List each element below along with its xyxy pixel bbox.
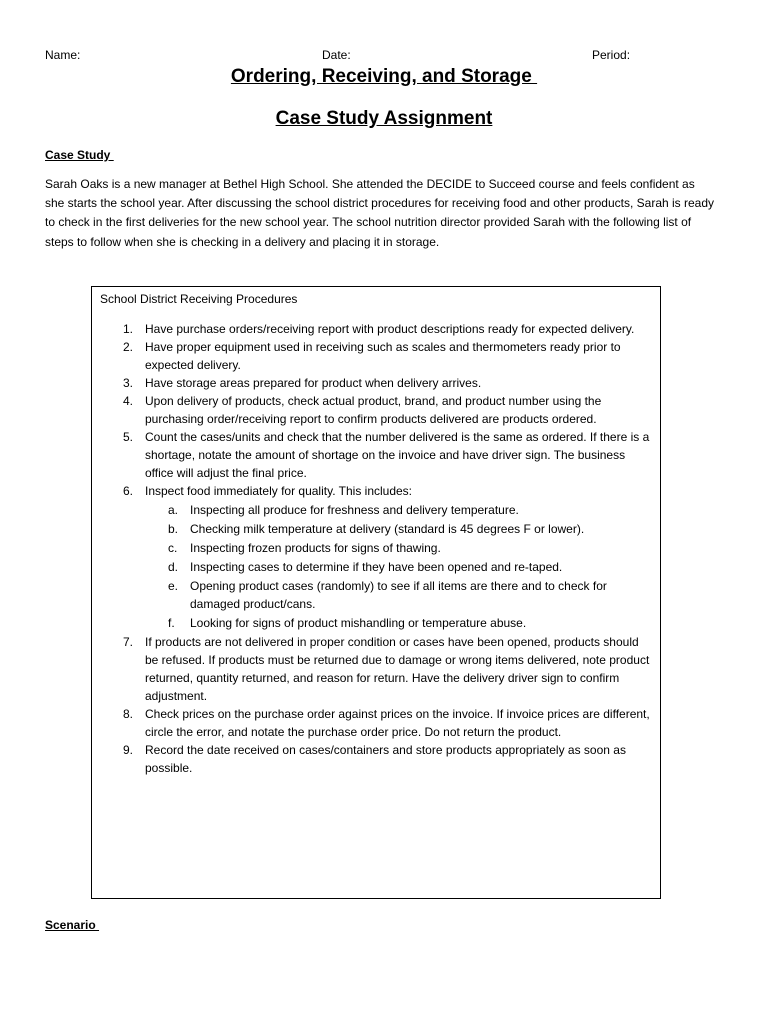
- procedure-number: 8.: [123, 707, 134, 721]
- procedure-text: Count the cases/units and check that the number delivered is the same as ordered. If there is a shortage, notate the amount of shortage on the invoice and have driver sign. The business office will adjust the final price.: [145, 430, 650, 480]
- page-title: Ordering, Receiving, and Storage: [230, 66, 538, 87]
- procedure-item: [92, 320, 660, 338]
- header-row: [45, 48, 725, 64]
- procedure-item: [92, 428, 660, 482]
- case-study-paragraph: Sarah Oaks is a new manager at Bethel High School. She attended the DECIDE to Succeed course and feels confident as she starts the school year. After discussing the school district procedures for receiving food and other products, Sarah is ready to check in the first deliveries for the new school year. The school nutrition director provided Sarah with the following list of steps to follow when she is checking in a delivery and placing it in storage.: [45, 177, 715, 249]
- procedure-item: [92, 392, 660, 428]
- scenario-heading: Scenario: [45, 918, 100, 932]
- procedure-item: [92, 338, 660, 374]
- procedure-item: [92, 374, 660, 392]
- sub-item-letter: c.: [168, 541, 178, 555]
- procedure-item: [92, 482, 660, 632]
- procedure-text: Record the date received on cases/containers and store products appropriately as soon as possible.: [145, 743, 626, 775]
- procedure-number: 3.: [123, 376, 134, 390]
- procedure-item: [92, 633, 660, 705]
- sub-item-text: Opening product cases (randomly) to see if all items are there and to check for damaged product/cans.: [190, 579, 607, 611]
- sub-item-letter: d.: [168, 560, 179, 574]
- procedure-number: 6.: [123, 484, 134, 498]
- sub-item-letter: b.: [168, 522, 179, 536]
- page-subtitle: Case Study Assignment: [275, 108, 493, 129]
- procedure-text: Inspect food immediately for quality. This includes:: [145, 484, 413, 498]
- name-label: Name:: [45, 48, 81, 62]
- case-study-heading: Case Study: [45, 148, 114, 162]
- procedure-number: 1.: [123, 322, 134, 336]
- sub-item-text: Looking for signs of product mishandling or temperature abuse.: [190, 616, 527, 630]
- procedure-sub-list: [145, 501, 654, 632]
- procedure-item: [92, 705, 660, 741]
- procedure-text: Have proper equipment used in receiving such as scales and thermometers ready prior to expected delivery.: [145, 340, 621, 372]
- procedure-number: 2.: [123, 340, 134, 354]
- procedure-text: If products are not delivered in proper condition or cases have been opened, products should be refused. If products must be returned due to damage or wrong items delivered, note product returned, quantity returned, and reason for return. Have the delivery driver sign to confirm adjustment.: [145, 635, 650, 703]
- period-label: Period:: [592, 48, 631, 62]
- procedure-sub-item: [145, 501, 654, 519]
- procedures-list: [92, 320, 660, 777]
- sub-item-text: Inspecting cases to determine if they have been opened and re-taped.: [190, 560, 563, 574]
- sub-item-text: Inspecting all produce for freshness and delivery temperature.: [190, 503, 519, 517]
- receiving-procedures-box: [91, 286, 661, 899]
- procedure-number: 9.: [123, 743, 134, 757]
- procedure-text: Upon delivery of products, check actual product, brand, and product number using the purchasing order/receiving report to confirm products delivered are products ordered.: [145, 394, 602, 426]
- sub-item-letter: a.: [168, 503, 179, 517]
- procedure-sub-item: [145, 539, 654, 557]
- sub-item-letter: f.: [168, 616, 175, 630]
- procedure-text: Check prices on the purchase order against prices on the invoice. If invoice prices are different, circle the error, and notate the purchase order price. Do not return the product.: [145, 707, 650, 739]
- procedure-item: [92, 741, 660, 777]
- procedure-number: 4.: [123, 394, 134, 408]
- sub-item-letter: e.: [168, 579, 179, 593]
- procedure-text: Have purchase orders/receiving report with product descriptions ready for expected delivery.: [145, 322, 635, 336]
- sub-item-text: Checking milk temperature at delivery (standard is 45 degrees F or lower).: [190, 522, 585, 536]
- date-label: Date:: [322, 48, 351, 62]
- procedure-number: 5.: [123, 430, 134, 444]
- sub-item-text: Inspecting frozen products for signs of thawing.: [190, 541, 441, 555]
- procedure-sub-item: [145, 520, 654, 538]
- procedure-sub-item: [145, 558, 654, 576]
- procedure-sub-item: [145, 614, 654, 632]
- procedures-title: School District Receiving Procedures: [100, 292, 298, 306]
- procedure-text: Have storage areas prepared for product when delivery arrives.: [145, 376, 482, 390]
- procedure-number: 7.: [123, 635, 134, 649]
- procedure-sub-item: [145, 577, 654, 613]
